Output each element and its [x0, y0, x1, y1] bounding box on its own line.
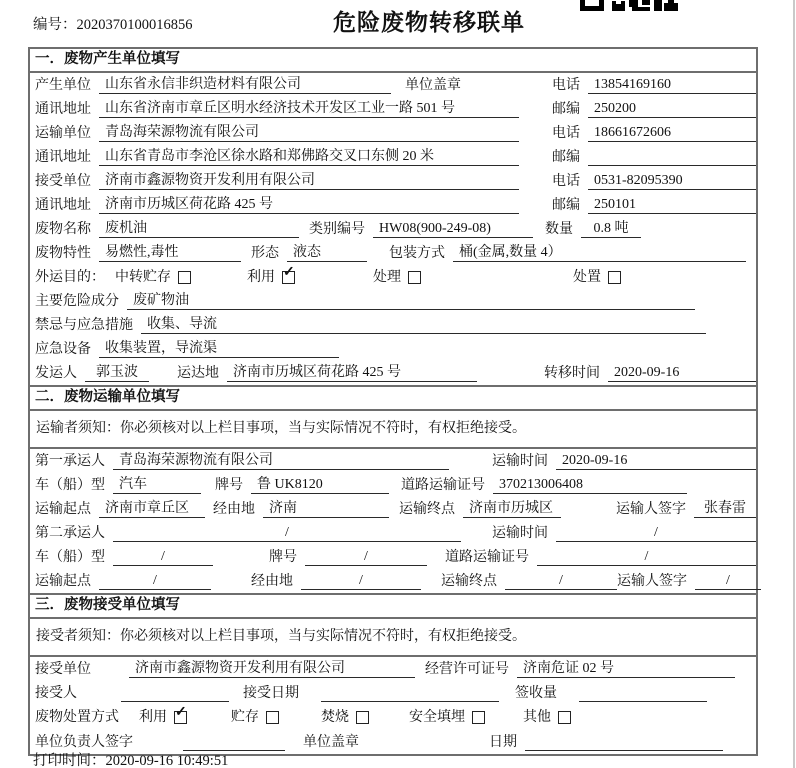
route-end-value: / [505, 573, 617, 590]
carrier-sign-value: 张春雷 [694, 497, 756, 518]
row-hazard [30, 289, 756, 313]
carrier-sign-label: 运输人签字 [617, 574, 687, 589]
road-cert-label: 道路运输证号 [445, 550, 529, 565]
option-label: 安全填埋 [409, 710, 465, 725]
license-label: 经营许可证号 [425, 662, 509, 677]
address-label: 通讯地址 [35, 198, 91, 213]
row-produce-unit [30, 73, 756, 97]
row-address2 [30, 145, 756, 169]
vehicle-type-label: 车（船）型 [35, 550, 105, 565]
checkbox-transfer-storage [178, 271, 191, 284]
carrier1-value: 青岛海荣源物流有限公司 [113, 449, 449, 470]
check-icon: ✓ [175, 704, 187, 720]
road-cert-label: 道路运输证号 [401, 478, 485, 493]
received-qty-value [579, 686, 707, 702]
unit-seal-label: 单位盖章 [303, 735, 359, 750]
section2-notice: 运输者须知：你必须核对以上栏目事项，当与实际情况不符时，有权拒绝接受。 [30, 411, 756, 449]
row-waste-props [30, 241, 756, 265]
section3-header: 三．废物接受单位填写 [30, 593, 756, 619]
transport-time-label: 运输时间 [492, 526, 548, 541]
row-sender [30, 361, 756, 385]
address-label: 通讯地址 [35, 102, 91, 117]
via-value: / [301, 573, 421, 590]
sender-label: 发运人 [35, 366, 77, 381]
carrier1-label: 第一承运人 [35, 454, 105, 469]
row-disposal [30, 705, 756, 729]
page-edge-line [793, 0, 795, 768]
taboo-label: 禁忌与应急措施 [35, 318, 133, 333]
receive-unit-value: 济南市鑫源物资开发利用有限公司 [129, 657, 415, 678]
form-label: 形态 [251, 246, 279, 261]
carrier2-label: 第二承运人 [35, 526, 105, 541]
route-start-label: 运输起点 [35, 502, 91, 517]
waste-props-value: 易燃性,毒性 [99, 241, 241, 262]
unit-seal-label: 单位盖章 [405, 78, 461, 93]
phone-label: 电话 [552, 78, 580, 93]
receive-unit-value: 济南市鑫源物资开发利用有限公司 [99, 169, 519, 190]
waste-name-value: 废机油 [99, 217, 299, 238]
sender-value: 郭玉波 [85, 361, 149, 382]
row-waste-name [30, 217, 756, 241]
plate-label: 牌号 [215, 478, 243, 493]
row-address1 [30, 97, 756, 121]
receive-unit-label: 接受单位 [35, 662, 91, 677]
destination-value: 济南市历城区荷花路 425 号 [227, 361, 477, 382]
purpose-option-transfer [115, 266, 191, 286]
row-route2 [30, 569, 756, 593]
disposal-option-storage [231, 706, 279, 726]
category-label: 类别编号 [309, 222, 365, 237]
taboo-value: 收集、导流 [141, 313, 706, 334]
responsible-sign-label: 单位负责人签字 [35, 735, 133, 750]
checkbox-incinerate [356, 711, 369, 724]
road-cert-value: 370213006408 [493, 477, 687, 494]
row-purpose [30, 265, 756, 289]
option-label: 处理 [373, 270, 401, 285]
equipment-value: 收集装置，导流渠 [99, 337, 339, 358]
serial-number [33, 13, 193, 34]
checkbox-treat [408, 271, 421, 284]
zip-value [588, 150, 756, 166]
address-label: 通讯地址 [35, 150, 91, 165]
purpose-option-treat [373, 266, 421, 286]
route-start-label: 运输起点 [35, 574, 91, 589]
row-vehicle2 [30, 545, 756, 569]
road-cert-value: / [537, 549, 756, 566]
address-value: 济南市历城区荷花路 425 号 [99, 193, 519, 214]
form-value: 液态 [287, 241, 367, 262]
option-label: 处置 [573, 270, 601, 285]
row-receive-unit [30, 169, 756, 193]
receive-date-label: 接受日期 [243, 686, 299, 701]
receive-unit-label: 接受单位 [35, 174, 91, 189]
print-time [33, 749, 228, 768]
serial-label: 编号： [33, 17, 77, 33]
plate-value: / [305, 549, 427, 566]
transfer-time-label: 转移时间 [544, 366, 600, 381]
checkbox-dispose [608, 271, 621, 284]
manifest-form [28, 47, 758, 756]
row-receiver-unit [30, 657, 756, 681]
print-time-value: 2020-09-16 10:49:51 [105, 753, 229, 768]
checkbox-use-checked [282, 264, 295, 284]
vehicle-type-value: / [113, 549, 213, 566]
option-label: 中转贮存 [115, 270, 171, 285]
checkbox-other [558, 711, 571, 724]
received-qty-label: 签收量 [515, 686, 557, 701]
checkbox-landfill [472, 711, 485, 724]
address-value: 山东省济南市章丘区明水经济技术开发区工业一路 501 号 [99, 97, 519, 118]
page-title: 危险废物转移联单 [333, 10, 525, 35]
route-start-value: 济南市章丘区 [99, 497, 205, 518]
transport-time-value: 2020-09-16 [556, 453, 756, 470]
via-label: 经由地 [251, 574, 293, 589]
section2-header: 二．废物运输单位填写 [30, 385, 756, 411]
route-end-value: 济南市历城区 [463, 497, 561, 518]
route-end-label: 运输终点 [441, 574, 497, 589]
serial-value: 2020370100016856 [76, 17, 193, 33]
zip-value: 250101 [588, 197, 756, 214]
row-taboo [30, 313, 756, 337]
vehicle-type-label: 车（船）型 [35, 478, 105, 493]
plate-label: 牌号 [269, 550, 297, 565]
checkbox-use-checked [174, 704, 187, 724]
destination-label: 运达地 [177, 366, 219, 381]
section3-notice: 接受者须知：你必须核对以上栏目事项，当与实际情况不符时，有权拒绝接受。 [30, 619, 756, 657]
zip-value: 250200 [588, 101, 756, 118]
plate-value: 鲁 UK8120 [251, 473, 389, 494]
quantity-label: 数量 [545, 222, 573, 237]
date-value [525, 735, 723, 751]
option-label: 利用 [247, 270, 275, 285]
waste-name-label: 废物名称 [35, 222, 91, 237]
waste-props-label: 废物特性 [35, 246, 91, 261]
phone-value: 13854169160 [588, 77, 756, 94]
quantity-value: 0.8 吨 [581, 217, 641, 238]
row-carrier2 [30, 521, 756, 545]
option-label: 其他 [523, 710, 551, 725]
option-label: 贮存 [231, 710, 259, 725]
phone-label: 电话 [552, 174, 580, 189]
row-equipment [30, 337, 756, 361]
phone-label: 电话 [552, 126, 580, 141]
section1-header: 一．废物产生单位填写 [30, 49, 756, 73]
packing-label: 包装方式 [389, 246, 445, 261]
receive-date-value [321, 686, 499, 702]
carrier-sign-value: / [695, 573, 761, 590]
equipment-label: 应急设备 [35, 342, 91, 357]
disposal-label: 废物处置方式 [35, 710, 119, 725]
transfer-time-value: 2020-09-16 [608, 365, 756, 382]
receiver-value [121, 686, 229, 702]
via-value: 济南 [263, 497, 389, 518]
route-end-label: 运输终点 [399, 502, 455, 517]
disposal-option-incinerate [321, 706, 369, 726]
transport-unit-value: 青岛海荣源物流有限公司 [99, 121, 519, 142]
zip-label: 邮编 [552, 150, 580, 165]
zip-label: 邮编 [552, 198, 580, 213]
disposal-option-other [523, 706, 571, 726]
phone-value: 0531-82095390 [588, 173, 756, 190]
purpose-option-dispose [573, 266, 621, 286]
date-label: 日期 [489, 735, 517, 750]
route-start-value: / [99, 573, 211, 590]
row-carrier1 [30, 449, 756, 473]
print-time-label: 打印时间： [33, 753, 106, 768]
transport-time-label: 运输时间 [492, 454, 548, 469]
row-receiver [30, 681, 756, 705]
transport-time-value: / [556, 525, 756, 542]
row-vehicle1 [30, 473, 756, 497]
row-transport-unit [30, 121, 756, 145]
produce-unit-label: 产生单位 [35, 78, 91, 93]
zip-label: 邮编 [552, 102, 580, 117]
hazard-value: 废矿物油 [127, 289, 695, 310]
category-value: HW08(900-249-08) [373, 221, 533, 238]
phone-value: 18661672606 [588, 125, 756, 142]
via-label: 经由地 [213, 502, 255, 517]
hazard-label: 主要危险成分 [35, 294, 119, 309]
row-address3 [30, 193, 756, 217]
carrier-sign-label: 运输人签字 [616, 502, 686, 517]
carrier2-value: / [113, 525, 461, 542]
option-label: 焚烧 [321, 710, 349, 725]
packing-value: 桶(金属,数量 4） [453, 241, 746, 262]
check-icon: ✓ [283, 264, 295, 280]
disposal-option-landfill [409, 706, 485, 726]
vehicle-type-value: 汽车 [113, 473, 201, 494]
disposal-option-use [139, 706, 187, 726]
transport-unit-label: 运输单位 [35, 126, 91, 141]
option-label: 利用 [139, 710, 167, 725]
purpose-label: 外运目的： [35, 270, 105, 285]
receiver-label: 接受人 [35, 686, 77, 701]
qr-code-fragment [580, 0, 680, 11]
produce-unit-value: 山东省永信非织造材料有限公司 [99, 73, 391, 94]
purpose-option-use [247, 266, 295, 286]
row-route1 [30, 497, 756, 521]
address-value: 山东省青岛市李沧区徐水路和郑佛路交叉口东侧 20 米 [99, 145, 519, 166]
checkbox-storage [266, 711, 279, 724]
license-value: 济南危证 02 号 [517, 657, 735, 678]
